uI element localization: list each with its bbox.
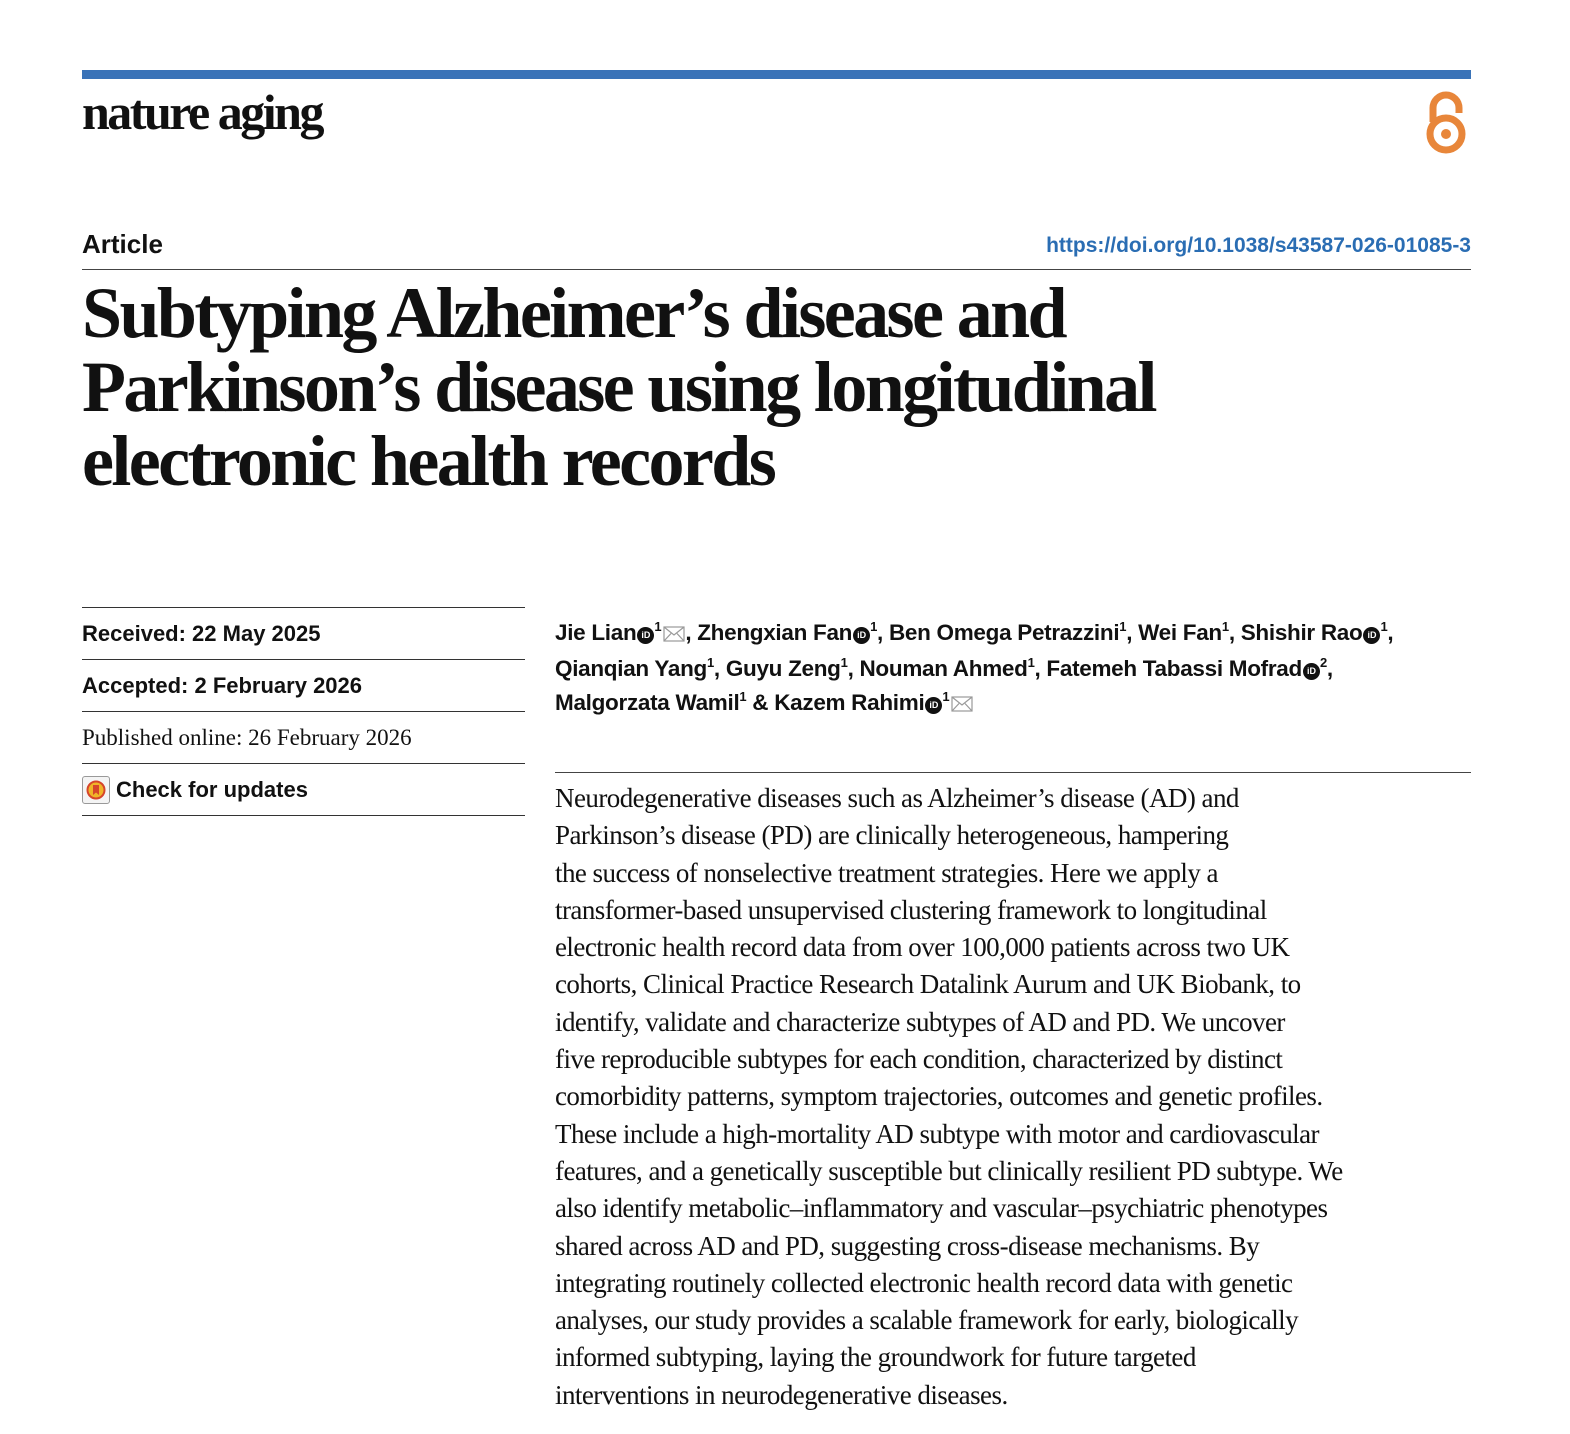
author[interactable] <box>555 656 726 681</box>
author-separator: , <box>713 656 726 681</box>
author-name[interactable]: Wei Fan <box>1138 620 1222 645</box>
abstract-line: Parkinson’s disease (PD) are clinically heterogeneous, hampering <box>555 820 1229 851</box>
journal-name: nature aging <box>82 84 322 140</box>
journal-accent-rule <box>82 70 1471 79</box>
title-line: electronic health records <box>82 421 775 501</box>
abstract-line: features, and a genetically susceptible but clinically resilient PD subtype. We <box>555 1155 1343 1186</box>
author[interactable] <box>889 620 1138 645</box>
author-separator: , <box>1228 620 1241 645</box>
abstract <box>555 780 1485 1414</box>
abstract-line: interventions in neurodegenerative diseases. <box>555 1379 1008 1410</box>
author-name[interactable]: Fatemeh Tabassi Mofrad <box>1046 656 1302 681</box>
author-name[interactable]: Jie Lian <box>555 620 637 645</box>
affiliation-number: 1 <box>942 689 950 704</box>
author[interactable] <box>859 656 1046 681</box>
open-access-icon[interactable] <box>1418 86 1474 156</box>
abstract-line: informed subtyping, laying the groundwork for future targeted <box>555 1342 1196 1373</box>
published-date: Published online: 26 February 2026 <box>82 712 525 764</box>
author-name[interactable]: Malgorzata Wamil <box>555 690 740 715</box>
abstract-line: transformer-based unsupervised clustering framework to longitudinal <box>555 894 1267 925</box>
orcid-icon[interactable]: iD <box>1363 627 1380 644</box>
affiliation-number: 1 <box>1380 619 1388 634</box>
author[interactable] <box>774 690 973 715</box>
check-updates-row[interactable] <box>82 764 525 816</box>
author[interactable] <box>726 656 860 681</box>
author[interactable] <box>1046 656 1332 681</box>
author-name[interactable]: Shishir Rao <box>1240 620 1363 645</box>
abstract-line: These include a high-mortality AD subtype with motor and cardiovascular <box>555 1118 1319 1149</box>
author-separator: , <box>685 620 698 645</box>
email-icon[interactable] <box>663 618 685 652</box>
author-name[interactable]: Kazem Rahimi <box>774 690 925 715</box>
affiliation-number: 1 <box>654 619 662 634</box>
orcid-icon[interactable]: iD <box>853 627 870 644</box>
check-for-updates-icon[interactable] <box>82 776 110 804</box>
received-date: Received: 22 May 2025 <box>82 608 525 660</box>
affiliation-number: 1 <box>870 619 878 634</box>
title-line: Subtyping Alzheimer’s disease and <box>82 273 1065 353</box>
author-separator: , <box>877 620 889 645</box>
title-rule <box>82 269 1471 270</box>
affiliation-number: 1 <box>739 689 747 704</box>
check-for-updates-link[interactable]: Check for updates <box>116 776 308 802</box>
abstract-line: electronic health record data from over 100,000 patients across two UK <box>555 932 1290 963</box>
author-separator: , <box>1126 620 1139 645</box>
abstract-line: integrating routinely collected electronic health record data with genetic <box>555 1267 1293 1298</box>
accepted-date: Accepted: 2 February 2026 <box>82 660 525 712</box>
author-name[interactable]: Ben Omega Petrazzini <box>888 620 1120 645</box>
affiliation-number: 1 <box>840 655 848 670</box>
author-separator: , <box>847 656 860 681</box>
affiliation-number: 1 <box>706 655 714 670</box>
abstract-line: identify, validate and characterize subtypes of AD and PD. We uncover <box>555 1006 1285 1037</box>
author-separator: & <box>746 690 775 715</box>
author-name[interactable]: Guyu Zeng <box>725 656 841 681</box>
author-list <box>555 616 1471 722</box>
abstract-line: comorbidity patterns, symptom trajectories, outcomes and genetic profiles. <box>555 1081 1323 1112</box>
article-type: Article <box>82 229 163 259</box>
abstract-rule <box>555 772 1471 773</box>
author[interactable] <box>555 620 697 645</box>
affiliation-number: 1 <box>1027 655 1035 670</box>
author-name[interactable]: Zhengxian Fan <box>697 620 853 645</box>
orcid-icon[interactable]: iD <box>1303 663 1320 680</box>
author[interactable] <box>555 690 774 715</box>
article-title <box>82 273 1471 501</box>
abstract-line: cohorts, Clinical Practice Research Datalink Aurum and UK Biobank, to <box>555 969 1301 1000</box>
article-dates <box>82 607 525 816</box>
abstract-line: five reproducible subtypes for each condition, characterized by distinct <box>555 1044 1283 1075</box>
orcid-icon[interactable]: iD <box>925 697 942 714</box>
abstract-line: analyses, our study provides a scalable framework for early, biologically <box>555 1305 1299 1336</box>
orcid-icon[interactable]: iD <box>637 627 654 644</box>
affiliation-number: 1 <box>1221 619 1229 634</box>
doi-link[interactable]: https://doi.org/10.1038/s43587-026-01085-3 <box>1046 234 1471 257</box>
affiliation-number: 1 <box>1119 619 1127 634</box>
affiliation-number: 2 <box>1319 655 1327 670</box>
abstract-line: shared across AD and PD, suggesting cross-disease mechanisms. By <box>555 1230 1260 1261</box>
author-name[interactable]: Qianqian Yang <box>555 656 707 681</box>
abstract-line: Neurodegenerative diseases such as Alzheimer’s disease (AD) and <box>555 783 1239 813</box>
author-separator: , <box>1387 620 1394 645</box>
author-name[interactable]: Nouman Ahmed <box>859 656 1028 681</box>
author[interactable] <box>1241 620 1394 645</box>
author[interactable] <box>697 620 889 645</box>
author[interactable] <box>1138 620 1241 645</box>
email-icon[interactable] <box>951 688 973 722</box>
title-line: Parkinson’s disease using longitudinal <box>82 347 1155 427</box>
abstract-line: also identify metabolic–inflammatory and vascular–psychiatric phenotypes <box>555 1193 1328 1224</box>
author-separator: , <box>1326 656 1333 681</box>
abstract-line: the success of nonselective treatment strategies. Here we apply a <box>555 857 1218 888</box>
author-separator: , <box>1034 656 1047 681</box>
